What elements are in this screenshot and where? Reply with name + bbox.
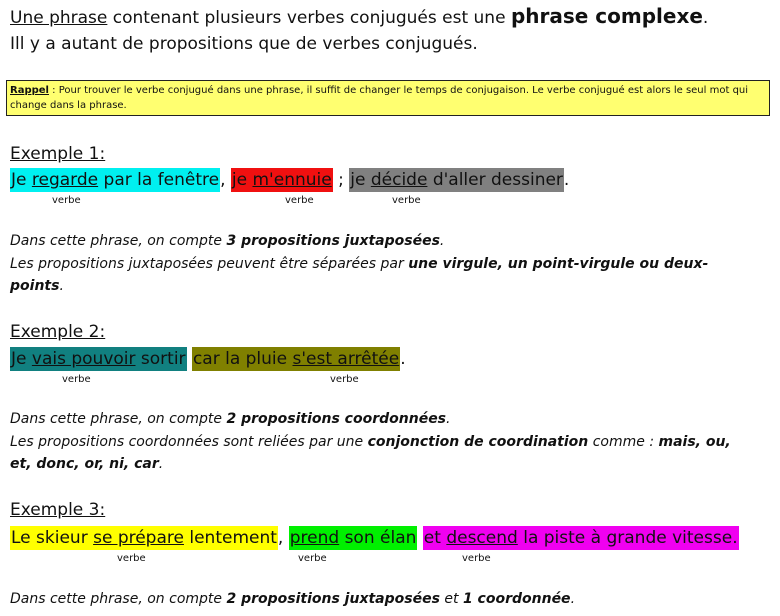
clause-1 <box>10 526 278 550</box>
clause-text: la piste à grande vitesse <box>517 528 733 548</box>
clause-text: et <box>423 528 447 548</box>
verb-label: verbe <box>392 195 421 206</box>
note-text: . <box>439 233 445 249</box>
note-text: comme : <box>588 434 659 450</box>
verb-label: verbe <box>52 195 81 206</box>
example-3-note-1 <box>10 588 575 610</box>
verb-label: verbe <box>117 553 146 564</box>
note-emphasis: mais, ou, et, donc, or, ni, car <box>10 434 731 472</box>
period: . <box>400 349 406 369</box>
clause-verb: vais pouvoir <box>31 349 136 369</box>
rappel-text: : Pour trouver le verbe conjugué dans une phrase, il suffit de changer le temps de conjugaison. Le verbe conjugué est alors le seul mot qui change dans la phrase. <box>10 85 749 111</box>
clause-text: je <box>231 170 253 190</box>
note-emphasis: 1 coordonnée <box>462 591 571 607</box>
note-text: Dans cette phrase, on compte <box>10 233 227 249</box>
clause-3 <box>349 168 564 192</box>
example-1-note-1 <box>10 230 444 252</box>
note-text: . <box>570 591 576 607</box>
intro-key-term: phrase complexe <box>510 4 703 28</box>
clause-1 <box>10 168 220 192</box>
clause-verb: descend <box>446 528 518 548</box>
clause-text: lentement <box>183 528 277 548</box>
note-emphasis: une virgule, un point-virgule ou deux-points <box>10 256 709 294</box>
intro-term: Une phrase <box>10 8 108 28</box>
example-2-sentence <box>10 347 406 371</box>
example-1-note-2 <box>10 253 750 297</box>
clause-3 <box>423 526 739 550</box>
clause-verb: s'est arrêtée <box>292 349 400 369</box>
separator: , <box>277 528 289 548</box>
intro-line-2: Ill y a autant de propositions que de verbes conjugués. <box>10 34 478 54</box>
clause-text: son élan <box>339 528 417 548</box>
verb-label: verbe <box>330 374 359 385</box>
clause-verb: regarde <box>31 170 99 190</box>
intro-line-1 <box>10 4 708 28</box>
note-emphasis: 2 propositions coordonnées <box>226 411 447 427</box>
example-2-heading: Exemple 2: <box>10 322 106 342</box>
clause-text: Le skieur <box>11 528 94 548</box>
example-1-sentence <box>10 168 569 192</box>
clause-text: Je <box>11 349 32 369</box>
rappel-box <box>6 80 770 116</box>
note-text: . <box>59 278 64 294</box>
clause-text: sortir <box>135 349 186 369</box>
period: . <box>732 528 738 548</box>
clause-verb: m'ennuie <box>252 170 332 190</box>
clause-verb: prend <box>289 528 340 548</box>
clause-text: je <box>350 170 371 190</box>
example-2-note-2 <box>10 431 750 475</box>
verb-label: verbe <box>298 553 327 564</box>
clause-2 <box>289 526 418 550</box>
note-text: . <box>446 411 451 427</box>
example-2-note-1 <box>10 408 450 430</box>
clause-text: par la fenêtre <box>98 170 220 190</box>
note-text: Dans cette phrase, on compte <box>10 411 227 427</box>
verb-label: verbe <box>285 195 314 206</box>
rappel-label: Rappel <box>10 85 49 96</box>
separator: ; <box>332 170 350 190</box>
clause-text: car la pluie <box>192 349 293 369</box>
note-emphasis: 3 propositions juxtaposées <box>226 233 440 249</box>
clause-2 <box>231 168 333 192</box>
note-text: Dans cette phrase, on compte <box>10 591 227 607</box>
clause-text: d'aller dessiner <box>427 170 563 190</box>
example-1-heading: Exemple 1: <box>10 144 106 164</box>
clause-1 <box>10 347 187 371</box>
period: . <box>563 170 570 190</box>
example-3-heading: Exemple 3: <box>10 500 106 520</box>
note-emphasis: conjonction de coordination <box>367 434 589 450</box>
note-text: et <box>439 591 463 607</box>
separator: , <box>220 170 231 190</box>
verb-label: verbe <box>462 553 491 564</box>
note-text: Les propositions juxtaposées peuvent être séparées par <box>10 256 409 272</box>
intro-period: . <box>702 8 709 28</box>
clause-verb: décide <box>370 170 428 190</box>
clause-2 <box>192 347 400 371</box>
example-3-sentence <box>10 526 739 550</box>
verb-label: verbe <box>62 374 91 385</box>
clause-text: Je <box>11 170 32 190</box>
clause-verb: se prépare <box>93 528 184 548</box>
note-text: Les propositions coordonnées sont reliées par une <box>10 434 368 450</box>
note-emphasis: 2 propositions juxtaposées <box>226 591 440 607</box>
intro-text: contenant plusieurs verbes conjugués est une <box>107 8 511 28</box>
note-text: . <box>158 456 164 472</box>
